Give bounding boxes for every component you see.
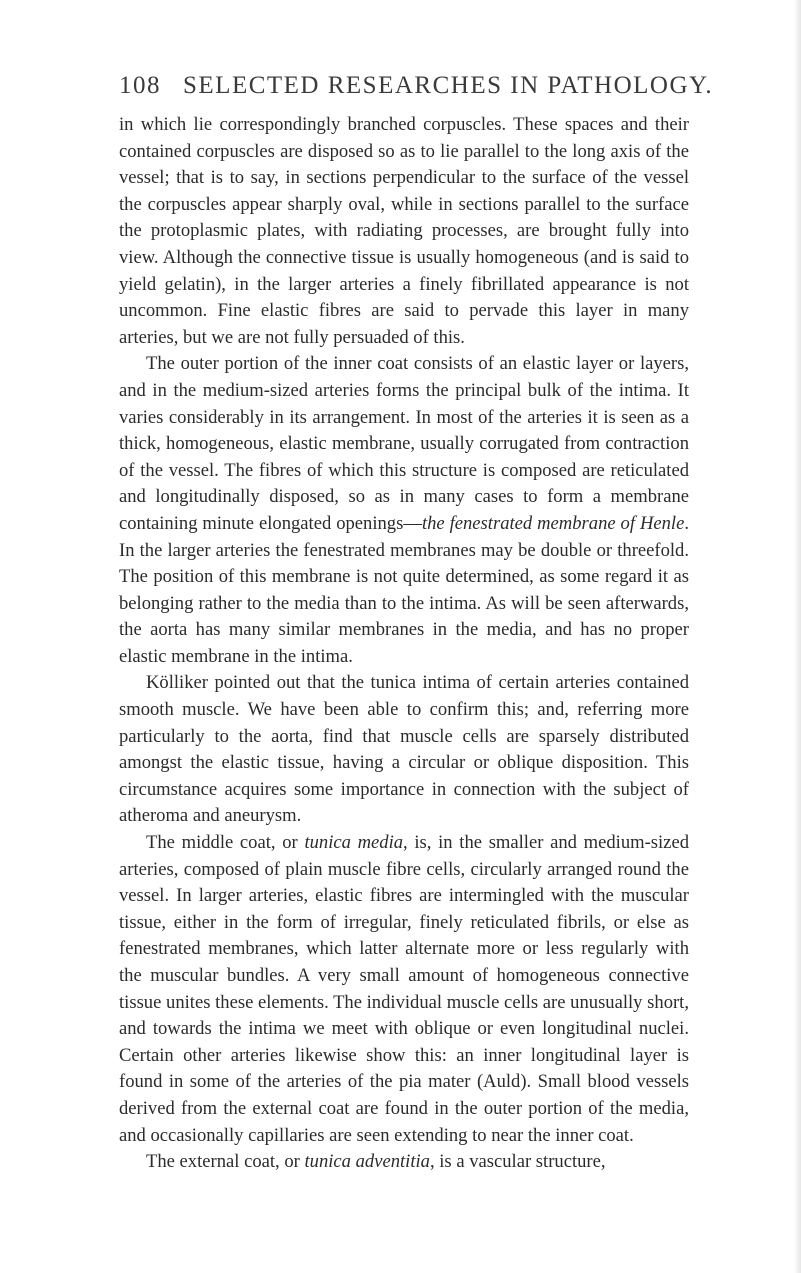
text-run: Kölliker pointed out that the tunica intima of certain arteries contained smooth muscle. We have been able to confirm this; and, referring more particularly to the aorta, find that muscle cells are sparsely distributed amongst the elastic tissue, having a circular or oblique disposition. This circumstance acquires some importance in connection with the subject of atheroma and aneurysm. [119, 672, 689, 827]
text-run: , is, in the smaller and medium-sized arteries, composed of plain muscle fibre cells, circularly arranged round the vessel. In larger arteries, elastic fibres are intermingled with the muscular tissue, either in the form of irregular, finely reticulated fibrils, or else as fenestrated membranes, which latter alternate more or less regularly with the muscular bundles. A very small amount of homogeneous connective tissue unites these elements. The individual muscle cells are unusually short, and towards the intima we meet with oblique or even longitudinal nuclei. Certain other arteries likewise show this: an inner longitudinal layer is found in some of the arteries of the pia mater (Auld). Small blood vessels derived from the external coat are found in the outer portion of the media, and occasionally capillaries are seen extending to near the inner coat. [119, 832, 689, 1146]
paragraph [119, 112, 689, 351]
running-header [119, 72, 713, 100]
paragraph [119, 670, 689, 830]
text-run: The outer portion of the inner coat consists of an elastic layer or layers, and in the medium-sized arteries forms the principal bulk of the intima. It varies considerably in its arrangement. In most of the arteries it is seen as a thick, homogeneous, elastic membrane, usually corrugated from contraction of the vessel. The fibres of which this structure is composed are reticulated and longitudinally disposed, so as in many cases to form a membrane containing minute elongated openings— [119, 353, 689, 534]
text-run: , is a vascular structure, [429, 1151, 606, 1173]
page-number: 108 [119, 72, 161, 99]
text-run: The external coat, or [146, 1151, 305, 1173]
text-run: . In the larger arteries the fenestrated membranes may be double or threefold. The position of this membrane is not quite determined, as some regard it as belonging rather to the media than to the intima. As will be seen afterwards, the aorta has many similar membranes in the media, and has no proper elastic membrane in the intima. [119, 512, 689, 667]
running-title: SELECTED RESEARCHES IN PATHOLOGY. [183, 72, 714, 99]
italic-term: the fenestrated membrane of Henle [421, 512, 685, 534]
paragraph [119, 830, 689, 1149]
text-run: in which lie correspondingly branched corpuscles. These spaces and their contained corpuscles are disposed so as to lie parallel to the long axis of the vessel; that is to say, in sections perpendicular to the surface of the vessel the corpuscles appear sharply oval, while in sections parallel to the surface the protoplasmic plates, with radiating processes, are brought fully into view. Although the connective tissue is usually homogeneous (and is said to yield gelatin), in the larger arteries a finely fibrillated appearance is not uncommon. Fine elastic fibres are said to pervade this layer in many arteries, but we are not fully persuaded of this. [119, 114, 689, 348]
italic-term: tunica media [304, 832, 404, 854]
body-text [119, 112, 689, 1176]
paragraph [119, 1149, 689, 1176]
text-run: The middle coat, or [146, 832, 305, 854]
page-edge-shadow [794, 0, 801, 1273]
paragraph [119, 351, 689, 670]
italic-term: tunica adventitia [304, 1151, 430, 1173]
